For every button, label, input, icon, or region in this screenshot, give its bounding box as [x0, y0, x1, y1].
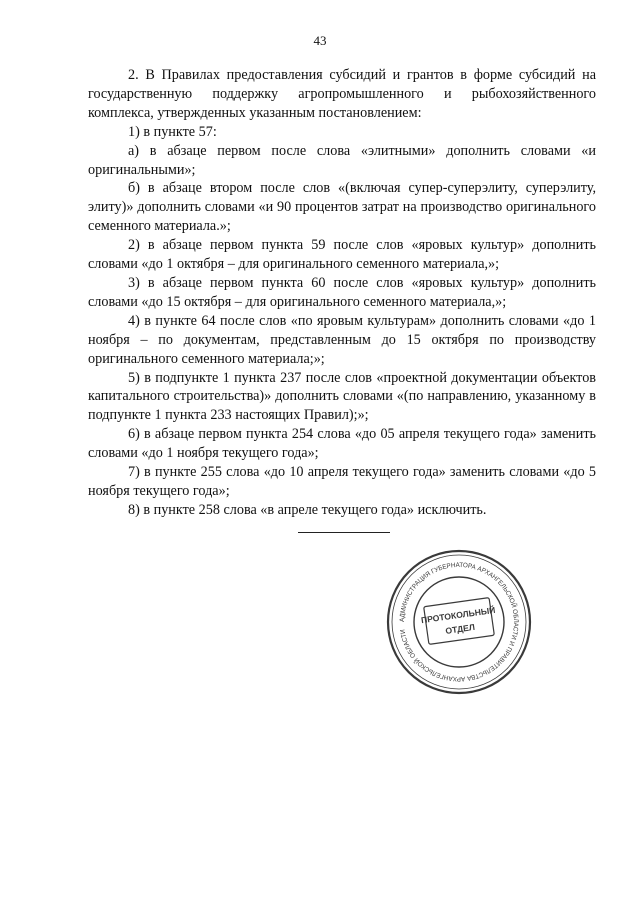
stamp-title-line2: ОТДЕЛ	[444, 621, 476, 636]
paragraph-item-1a: а) в абзаце первом после слова «элитными» дополнить словами «и оригинальными»;	[88, 142, 596, 178]
paragraph-intro: 2. В Правилах предоставления субсидий и грантов в форме субсидий на государственную поддержку агропромышленного и рыбохозяйственного комплекса, утвержденных указанным постановлением:	[88, 67, 596, 121]
paragraph-item-6: 6) в абзаце первом пункта 254 слова «до 05 апреля текущего года» заменить словами «до 1 ноября текущего года»;	[88, 426, 596, 462]
document-body	[88, 66, 596, 520]
stamp-ring-text: АДМИНИСТРАЦИЯ ГУБЕРНАТОРА АРХАНГЕЛЬСКОЙ ОБЛАСТИ И ПРАВИТЕЛЬСТВА АРХАНГЕЛЬСКОЙ ОБЛАСТИ	[398, 561, 520, 683]
paragraph-item-5: 5) в подпункте 1 пункта 237 после слов «проектной документации объектов капитального строительства)» дополнить словами «(по направлению, указанному в подпункте 1 пункта 233 настоящих Правил);»;	[88, 369, 596, 424]
paragraph-item-1: 1) в пункте 57:	[128, 123, 217, 140]
official-stamp	[384, 547, 534, 697]
paragraph-item-3: 3) в абзаце первом пункта 60 после слов «яровых культур» дополнить словами «до 15 октября – для оригинального семенного материала,»;	[88, 274, 596, 310]
stamp-seal-icon	[384, 547, 534, 697]
paragraph-item-7: 7) в пункте 255 слова «до 10 апреля текущего года» заменить словами «до 5 ноября текущего года»;	[88, 464, 596, 499]
page-number: 43	[313, 33, 327, 48]
separator-line	[298, 532, 390, 533]
paragraph-item-8: 8) в пункте 258 слова «в апреле текущего года» исключить.	[128, 501, 487, 518]
paragraph-item-2: 2) в абзаце первом пункта 59 после слов «яровых культур» дополнить словами «до 1 октября – для оригинального семенного материала,»;	[88, 237, 596, 273]
paragraph-item-4: 4) в пункте 64 после слов «по яровым культурам» дополнить словами «до 1 ноября – по документам, представленным до 15 октября по производству оригинального семенного материала;»;	[88, 312, 596, 367]
stamp-title-line1: ПРОТОКОЛЬНЫЙ	[420, 604, 496, 626]
paragraph-item-1b: б) в абзаце втором после слов «(включая супер-суперэлиту, суперэлиту, элиту)» дополнить словами «и 90 процентов затрат на производство оригинального семенного материала.»;	[88, 180, 596, 235]
